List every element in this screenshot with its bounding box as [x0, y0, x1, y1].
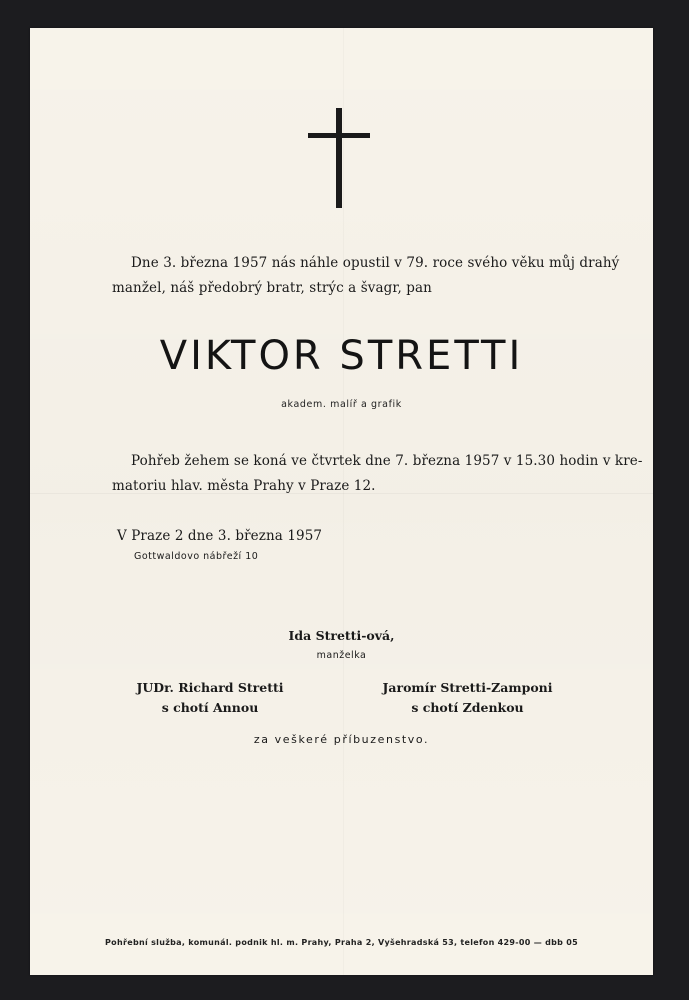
funeral-line-2: matoriu hlav. města Prahy v Praze 12. — [112, 478, 376, 494]
announcement-line-1: Dne 3. března 1957 nás náhle opustil v 79. roce svého věku můj drahý — [131, 255, 620, 271]
all-relatives: za veškeré příbuzenstvo. — [253, 733, 430, 746]
mourner-right-name: Jaromír Stretti-Zamponi — [382, 680, 553, 695]
mourners-address: Gottwaldovo nábřeží 10 — [134, 551, 259, 562]
mourner-right-spouse: s chotí Zdenkou — [411, 700, 524, 715]
widow-role: manželka — [316, 650, 367, 661]
deceased-profession: akadem. malíř a grafik — [281, 399, 402, 410]
place-and-date: V Praze 2 dne 3. března 1957 — [117, 528, 323, 544]
cross-icon-vertical-bar — [336, 108, 342, 208]
cross-icon-horizontal-bar — [308, 133, 370, 138]
announcement-line-2: manžel, náš předobrý bratr, strýc a švagr, pan — [112, 280, 432, 296]
deceased-name: VIKTOR STRETTI — [159, 333, 524, 379]
printer-imprint: Pohřební služba, komunál. podnik hl. m. Prahy, Praha 2, Vyšehradská 53, telefon 429-00 — dbb 05 — [105, 938, 578, 947]
death-notice-sheet — [30, 28, 653, 975]
mourner-left-spouse: s chotí Annou — [161, 700, 259, 715]
cross-icon — [308, 108, 370, 208]
mourner-left-name: JUDr. Richard Stretti — [136, 680, 284, 695]
widow-name: Ida Stretti-ová, — [288, 628, 395, 643]
funeral-line-1: Pohřeb žehem se koná ve čtvrtek dne 7. března 1957 v 15.30 hodin v kre- — [131, 453, 643, 469]
